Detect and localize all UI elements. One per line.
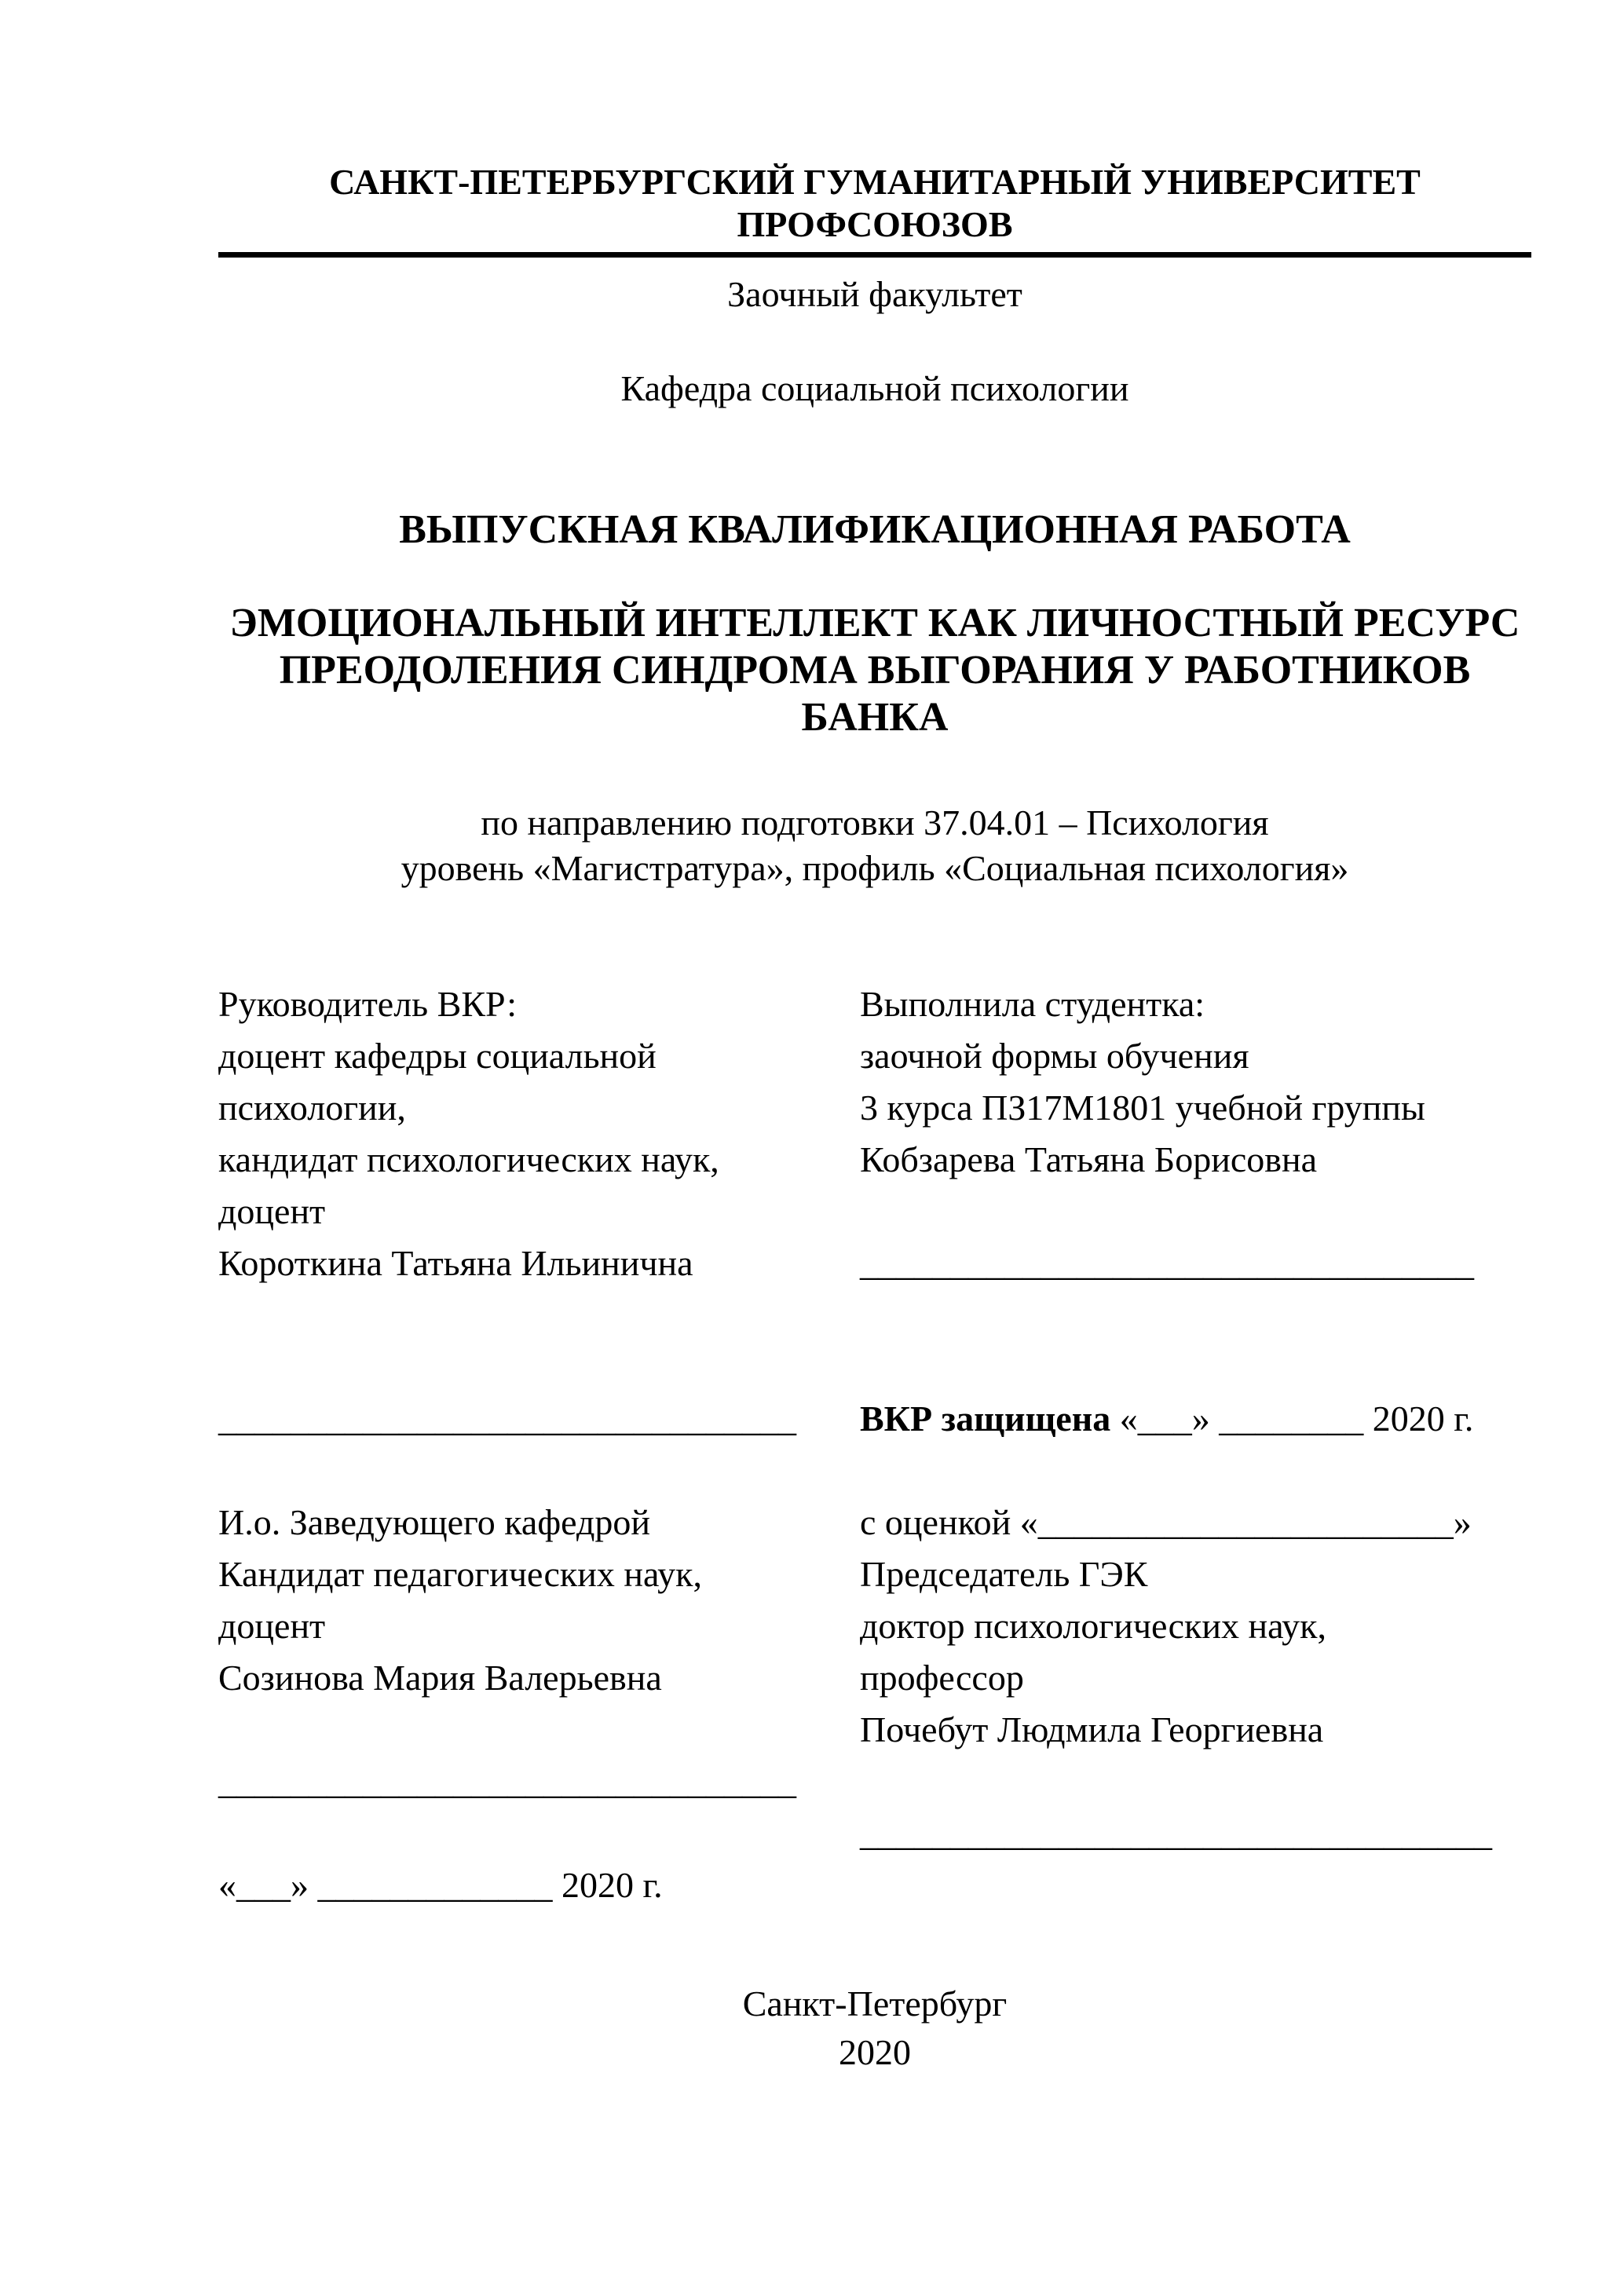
empty-cell xyxy=(218,1341,860,1393)
two-col-row xyxy=(218,1445,1531,1497)
two-col-row xyxy=(218,1859,1531,1911)
footer-city: Санкт-Петербург xyxy=(742,1983,1008,2024)
empty-cell xyxy=(218,1289,860,1341)
head-heading: И.о. Заведующего кафедрой xyxy=(218,1502,650,1542)
supervisor-position-2: психологии, xyxy=(218,1088,406,1128)
empty-cell xyxy=(218,1808,860,1859)
vkr-defended-label: ВКР защищена xyxy=(860,1398,1111,1439)
faculty-name: Заочный факультет xyxy=(727,274,1022,314)
two-col-row xyxy=(218,1030,1531,1082)
chair-title: профессор xyxy=(860,1658,1024,1698)
student-heading: Выполнила студентка: xyxy=(860,984,1205,1024)
supervisor-name: Короткина Татьяна Ильинична xyxy=(218,1243,693,1283)
vkr-defended-cell xyxy=(860,1393,1531,1445)
two-column-block xyxy=(218,978,1531,1911)
supervisor-title: доцент xyxy=(218,1191,326,1231)
two-col-row xyxy=(218,1341,1531,1393)
two-col-row xyxy=(218,1082,1531,1134)
two-col-row xyxy=(218,1548,1531,1600)
header-rule xyxy=(218,252,1531,258)
empty-cell xyxy=(218,1704,860,1756)
program-info xyxy=(218,800,1531,891)
program-level: уровень «Магистратура», профиль «Социальная психология» xyxy=(401,848,1349,888)
chair-name: Почебут Людмила Георгиевна xyxy=(860,1709,1324,1749)
chair-heading: Председатель ГЭК xyxy=(860,1554,1148,1594)
program-direction: по направлению подготовки 37.04.01 – Психология xyxy=(481,803,1269,843)
head-title: доцент xyxy=(218,1606,326,1646)
two-col-row xyxy=(218,1238,1531,1289)
thesis-title-line-2: ПРЕОДОЛЕНИЯ СИНДРОМА ВЫГОРАНИЯ У РАБОТНИКОВ БАНКА xyxy=(279,648,1471,740)
empty-cell xyxy=(860,1445,1531,1497)
department-name: Кафедра социальной психологии xyxy=(620,368,1129,408)
vkr-defended-date: «___» ________ 2020 г. xyxy=(1110,1398,1474,1439)
thesis-title xyxy=(218,600,1531,741)
supervisor-degree: кандидат психологических наук, xyxy=(218,1139,719,1179)
two-col-row xyxy=(218,1393,1531,1445)
two-col-row xyxy=(218,978,1531,1030)
student-name: Кобзарева Татьяна Борисовна xyxy=(860,1139,1317,1179)
footer-block xyxy=(218,1980,1531,2077)
chair-degree: доктор психологических наук, xyxy=(860,1606,1327,1646)
grade-line: с оценкой «_______________________» xyxy=(860,1502,1472,1542)
empty-cell xyxy=(218,1445,860,1497)
footer-year: 2020 xyxy=(839,2032,911,2072)
two-col-row xyxy=(218,1600,1531,1652)
work-type-heading: ВЫПУСКНАЯ КВАЛИФИКАЦИОННАЯ РАБОТА xyxy=(399,507,1351,552)
empty-cell xyxy=(860,1289,1531,1341)
student-info-2: 3 курса ПЗ17М1801 учебной группы xyxy=(860,1088,1425,1128)
head-date-line: «___» _____________ 2020 г. xyxy=(218,1865,663,1905)
head-signature-line: ________________________________ xyxy=(218,1761,796,1801)
empty-cell xyxy=(860,1859,1531,1911)
supervisor-heading: Руководитель ВКР: xyxy=(218,984,518,1024)
two-col-row xyxy=(218,1289,1531,1341)
empty-cell xyxy=(860,1341,1531,1393)
supervisor-signature-line: ________________________________ xyxy=(218,1398,796,1439)
thesis-title-line-1: ЭМОЦИОНАЛЬНЫЙ ИНТЕЛЛЕКТ КАК ЛИЧНОСТНЫЙ РЕСУРС xyxy=(229,601,1520,645)
university-name: САНКТ-ПЕТЕРБУРГСКИЙ ГУМАНИТАРНЫЙ УНИВЕРСИТЕТ ПРОФСОЮЗОВ xyxy=(329,162,1421,244)
two-col-row xyxy=(218,1652,1531,1704)
chair-signature-line: ___________________________________ xyxy=(860,1813,1492,1853)
empty-cell xyxy=(860,1756,1531,1808)
student-info-1: заочной формы обучения xyxy=(860,1036,1249,1076)
two-col-row xyxy=(218,1756,1531,1808)
student-signature-line: __________________________________ xyxy=(860,1243,1474,1283)
supervisor-position-1: доцент кафедры социальной xyxy=(218,1036,657,1076)
two-col-row xyxy=(218,1186,1531,1238)
empty-cell xyxy=(860,1186,1531,1238)
two-col-row xyxy=(218,1134,1531,1186)
two-col-row xyxy=(218,1808,1531,1859)
head-name: Созинова Мария Валерьевна xyxy=(218,1658,662,1698)
head-degree: Кандидат педагогических наук, xyxy=(218,1554,702,1594)
two-col-row xyxy=(218,1704,1531,1756)
two-col-row xyxy=(218,1497,1531,1548)
